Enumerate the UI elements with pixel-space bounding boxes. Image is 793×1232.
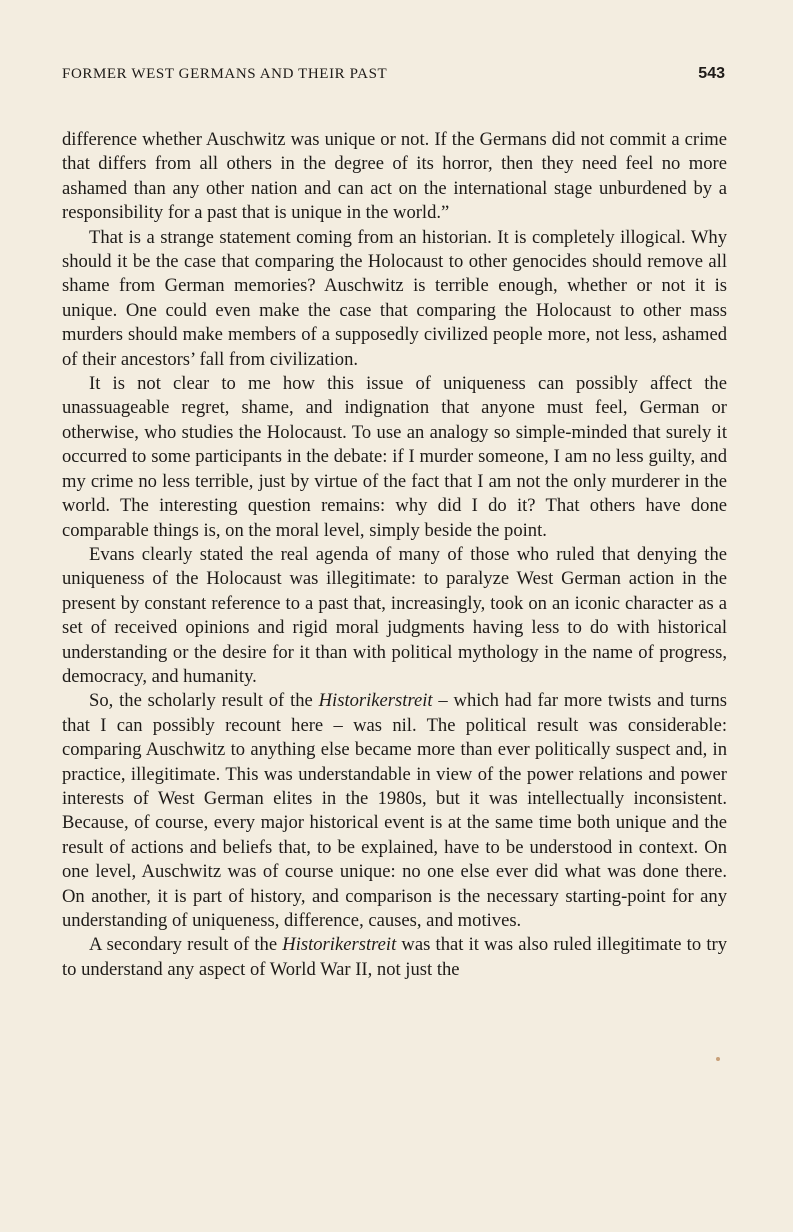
italic-term: Historikerstreit xyxy=(282,934,397,956)
text-run: That is a strange statement coming from an historian. It is completely illogical. Why should it be the case that comparing the Holocaust to other genocides should remove all shame from German memories? Auschwitz is terrible enough, whether or not it is unique. One could even make the case that comparing the Holocaust to other mass murders should make members of a supposedly civilized people more, not less, ashamed of their ancestors’ fall from civilization. xyxy=(62,226,727,370)
text-run: It is not clear to me how this issue of uniqueness can possibly affect the unassuageable regret, shame, and indignation that anyone must feel, German or otherwise, who studies the Holocaust. To use an analogy so simple-minded that surely it occurred to some participants in the debate: if I murder someone, I am no less guilty, and my crime no less terrible, just by virtue of the fact that I am not the only murderer in the world. The interesting question remains: why did I do it? That others have done comparable things is, on the moral level, simply beside the point. xyxy=(62,373,727,541)
text-run: A secondary result of the xyxy=(89,934,283,956)
paragraph xyxy=(62,226,727,372)
paragraph xyxy=(62,689,727,933)
text-run: difference whether Auschwitz was unique or not. If the Germans did not commit a crime that differs from all others in the degree of its horror, then they need feel no more ashamed than any other nation and can act on the international stage unburdened by a responsibility for a past that is unique in the world.” xyxy=(62,129,727,224)
paragraph xyxy=(62,372,727,543)
paragraph xyxy=(62,128,727,226)
text-run: was that it was also ruled illegitimate to try to understand any aspect of World War II, not just the xyxy=(62,934,727,980)
running-head xyxy=(62,62,725,86)
text-run: Evans clearly stated the real agenda of many of those who ruled that denying the uniqueness of the Holocaust was illegitimate: to paralyze West German action in the present by constant reference to a past that, increasingly, took on an iconic character as a set of received opinions and rigid moral judgments having less to do with historical understanding or the desire for it than with political mythology in the name of progress, democracy, and humanity. xyxy=(62,543,727,687)
text-run: – which had far more twists and turns that I can possibly recount here – was nil. The political result was considerable: comparing Auschwitz to anything else became more than ever politically suspect and, in practice, illegitimate. This was understandable in view of the power relations and power interests of West German elites in the 1980s, but it was intellectually inconsistent. Because, of course, every major historical event is at the same time both unique and the result of actions and beliefs that, to be explained, have to be understood in context. On one level, Auschwitz was of course unique: no one else ever did what was done there. On another, it is part of history, and comparison is the necessary starting-point for any understanding of uniqueness, difference, causes, and motives. xyxy=(62,690,728,931)
body-text xyxy=(62,128,727,982)
page-number: 543 xyxy=(698,65,725,82)
italic-term: Historikerstreit xyxy=(318,690,433,712)
margin-mark-icon xyxy=(716,1057,720,1061)
running-title: FORMER WEST GERMANS AND THEIR PAST xyxy=(62,66,388,82)
text-run: So, the scholarly result of the xyxy=(89,690,319,712)
paragraph xyxy=(62,543,727,689)
paragraph xyxy=(62,933,727,982)
